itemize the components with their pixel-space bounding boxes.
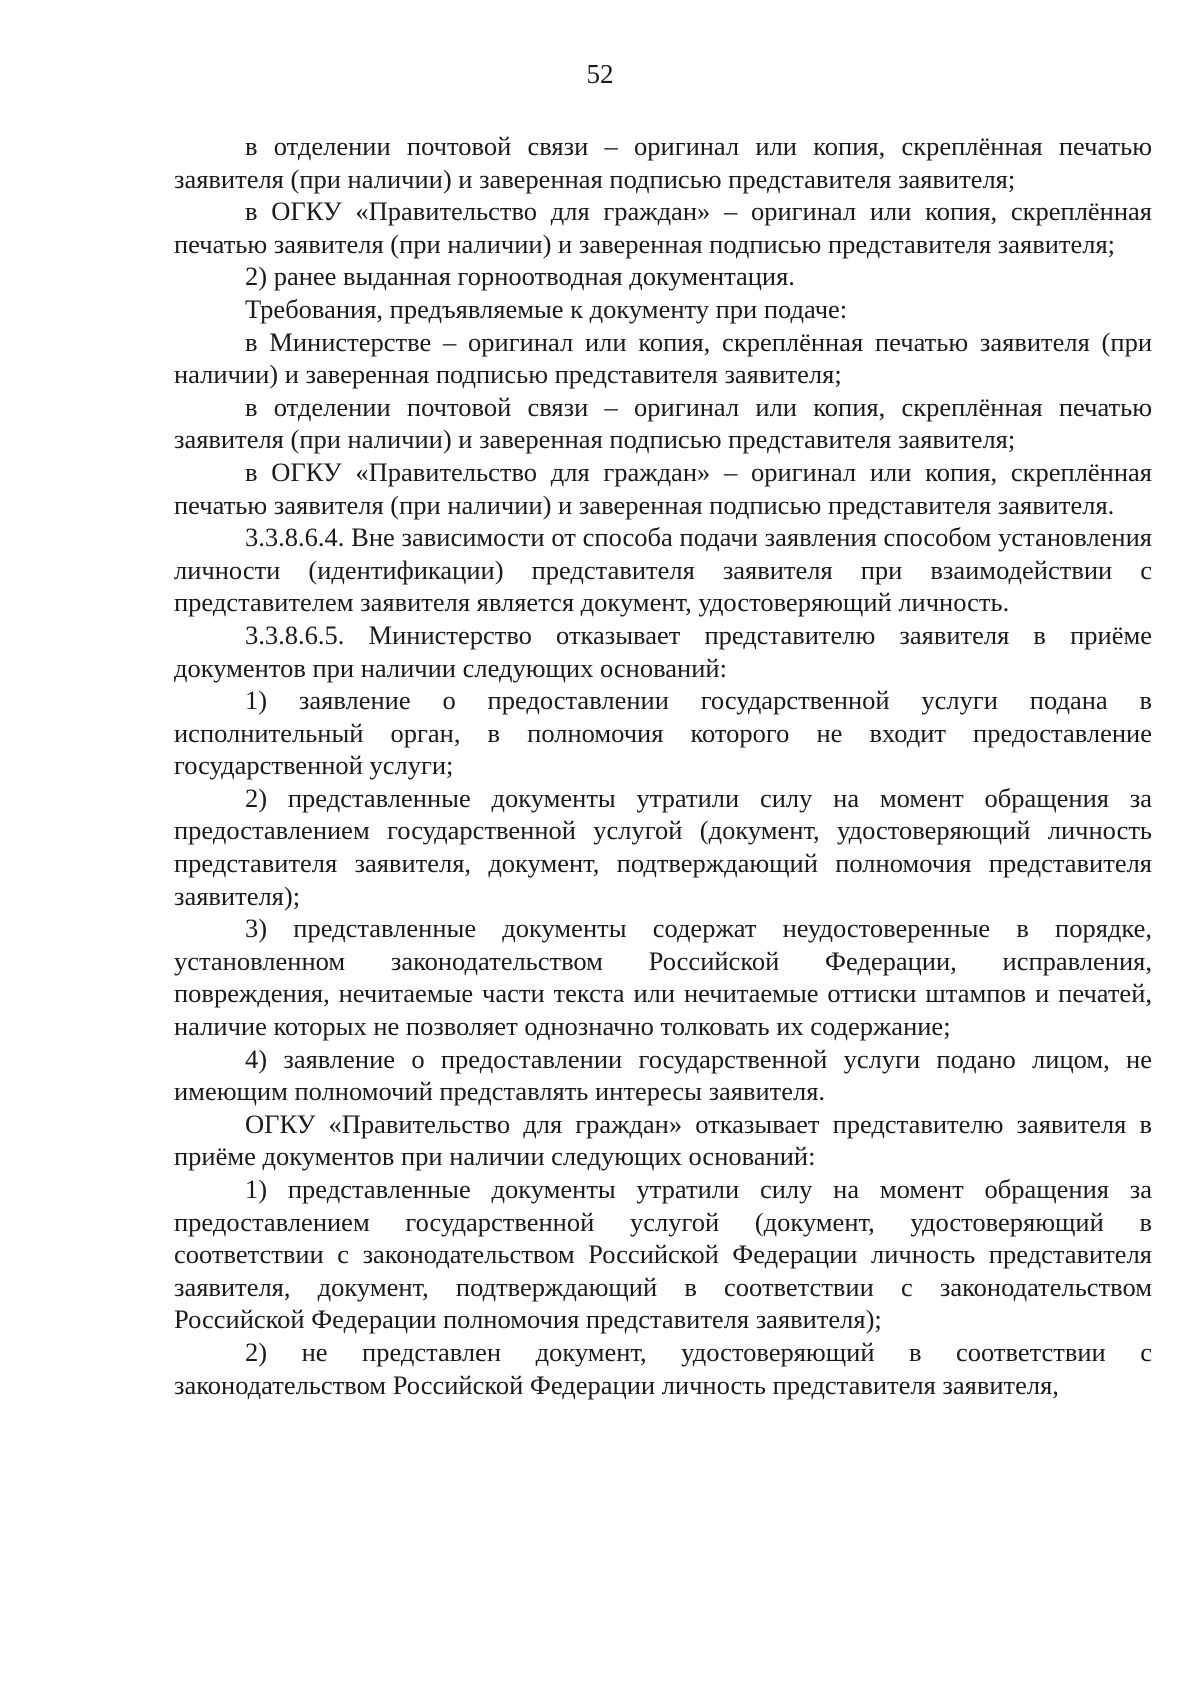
paragraph-ogku-requirement: в ОГКУ «Правительство для граждан» – оригинал или копия, скреплённая печатью заявителя (при наличии) и заверенная подписью представителя заявителя; xyxy=(174,196,1152,259)
ogku-refusal-ground-2: 2) не представлен документ, удостоверяющий в соответствии с законодательством Российской Федерации личность представителя заявителя, xyxy=(174,1336,1152,1400)
paragraph-postal-office-requirement: в отделении почтовой связи – оригинал или копия, скреплённая печатью заявителя (при наличии) и заверенная подписью представителя заявителя; xyxy=(174,131,1152,194)
paragraph-ministry-requirement: в Министерстве – оригинал или копия, скреплённая печатью заявителя (при наличии) и заверенная подписью представителя заявителя; xyxy=(174,326,1152,390)
paragraph-ogku-requirement-2: в ОГКУ «Правительство для граждан» – оригинал или копия, скреплённая печатью заявителя (при наличии) и заверенная подписью представителя заявителя. xyxy=(174,456,1152,520)
paragraph-mining-documentation: 2) ранее выданная горноотводная документация. xyxy=(245,261,795,292)
ministry-refusal-ground-1: 1) заявление о предоставлении государственной услуги подана в исполнительный орган, в полномочия которого не входит предоставление государственной услуги; xyxy=(174,685,1152,781)
document-body xyxy=(174,130,1152,1401)
ministry-refusal-ground-3: 3) представленные документы содержат неудостоверенные в порядке, установленном законодательством Российской Федерации, исправления, повреждения, нечитаемые части текста или нечитаемые оттиски штампов и печатей, наличие которых не позволяет однозначно толковать их содержание; xyxy=(174,913,1152,1042)
ministry-refusal-ground-2: 2) представленные документы утратили силу на момент обращения за предоставлением государственной услугой (документ, удостоверяющий личность представителя заявителя, документ, подтверждающий полномочия представителя заявителя); xyxy=(174,782,1152,911)
page-number: 52 xyxy=(586,59,614,89)
ogku-refusal-ground-1: 1) представленные документы утратили силу на момент обращения за предоставлением государственной услугой (документ, удостоверяющий в соответствии с законодательством Российской Федерации личность представителя заявителя, документ, подтверждающий в соответствии с законодательством Российской Федерации полномочия представителя заявителя); xyxy=(174,1174,1152,1335)
ministry-refusal-ground-4: 4) заявление о предоставлении государственной услуги подано лицом, не имеющим полномочий представлять интересы заявителя. xyxy=(174,1043,1152,1107)
paragraph-postal-office-requirement-2: в отделении почтовой связи – оригинал или копия, скреплённая печатью заявителя (при наличии) и заверенная подписью представителя заявителя; xyxy=(174,391,1152,455)
paragraph-document-requirements-heading: Требования, предъявляемые к документу при подаче: xyxy=(245,293,848,324)
paragraph-ogku-refusal-intro: ОГКУ «Правительство для граждан» отказывает представителю заявителя в приёме документов при наличии следующих оснований: xyxy=(174,1108,1152,1172)
paragraph-3-3-8-6-5: 3.3.8.6.5. Министерство отказывает представителю заявителя в приёме документов при наличии следующих оснований: xyxy=(174,619,1152,683)
paragraph-3-3-8-6-4: 3.3.8.6.4. Вне зависимости от способа подачи заявления способом установления личности (идентификации) представителя заявителя при взаимодействии с представителем заявителя является документ, удостоверяющий личность. xyxy=(174,522,1152,618)
